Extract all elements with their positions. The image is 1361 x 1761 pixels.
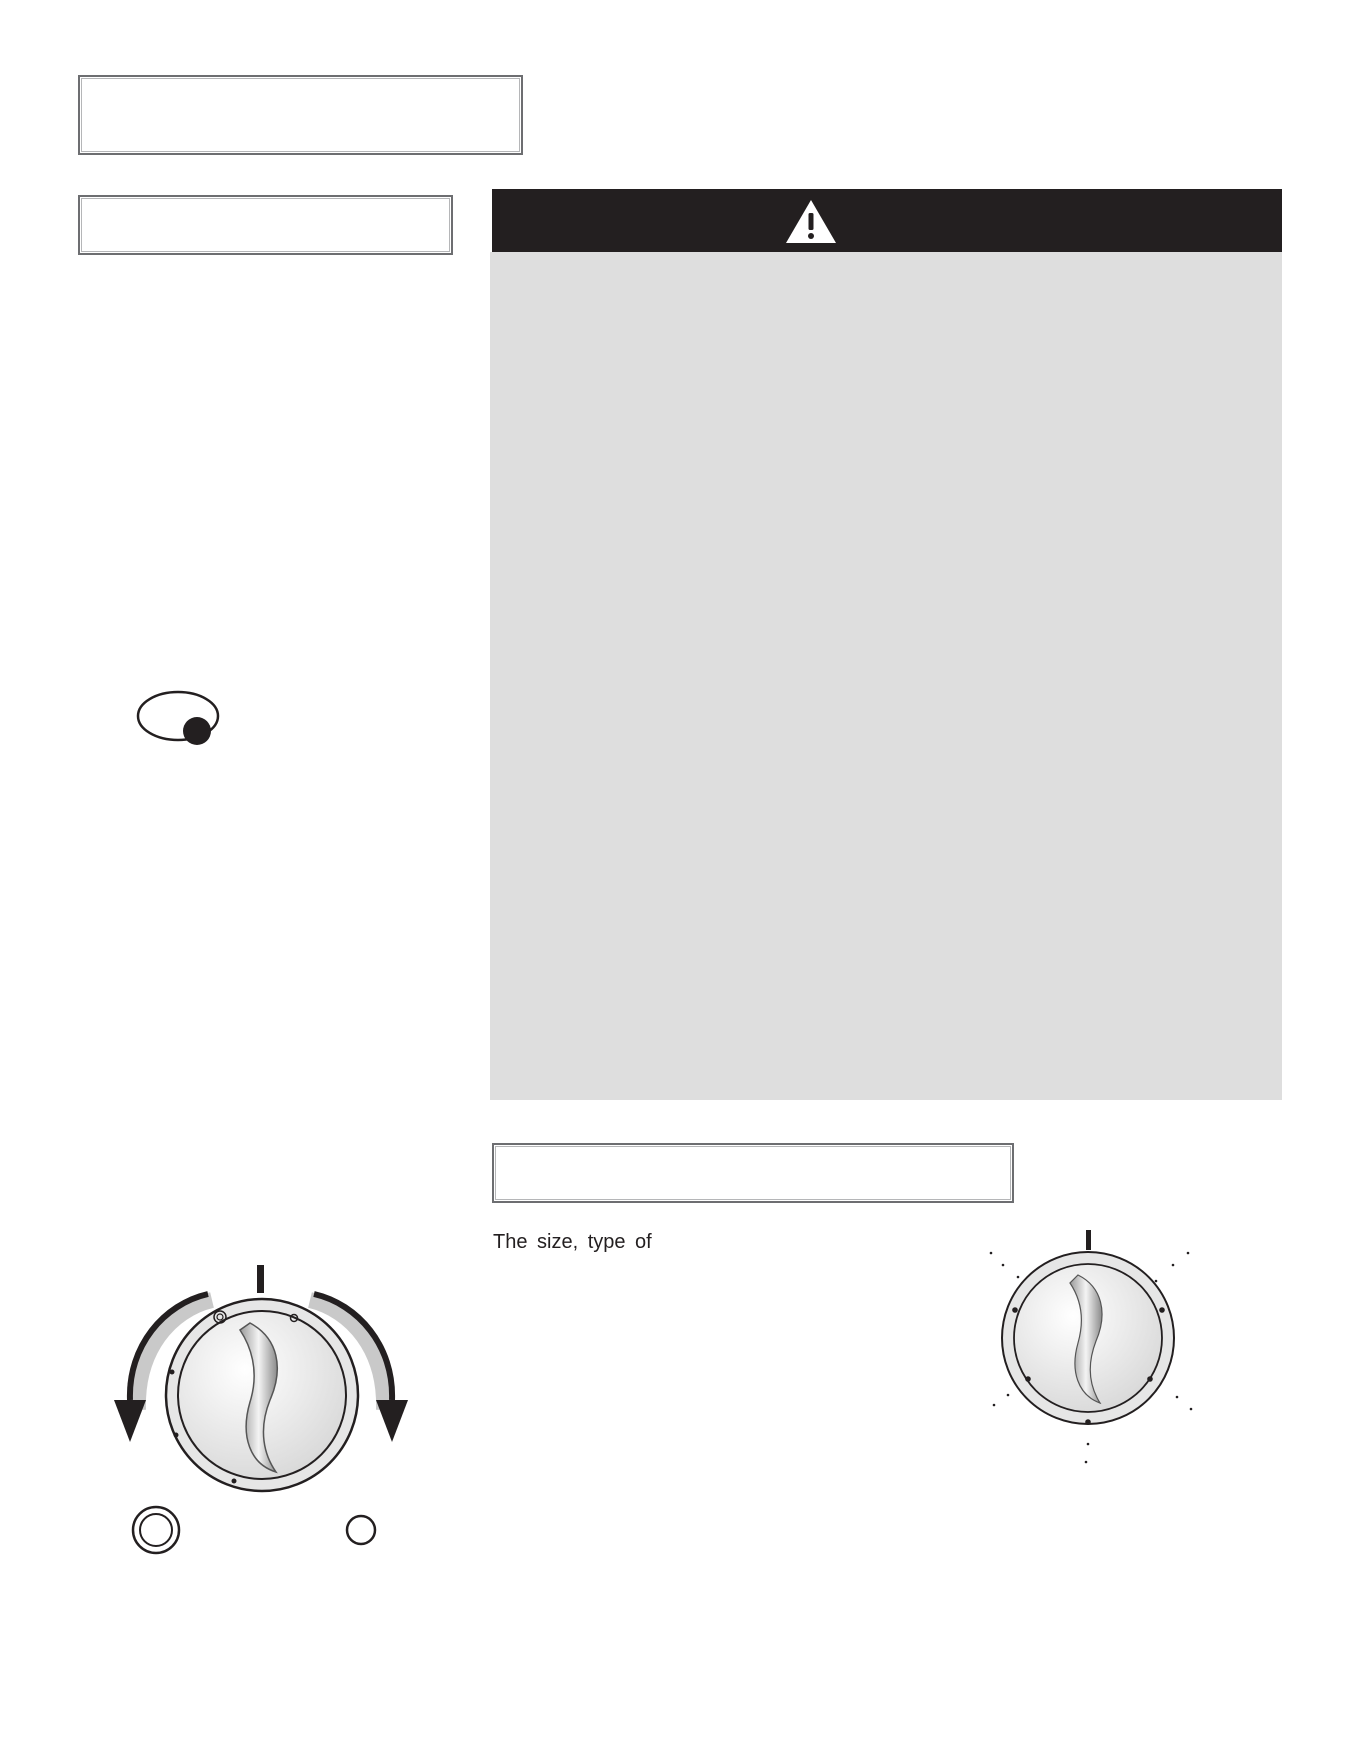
- body-text: The size, type of: [493, 1231, 652, 1253]
- warning-header-bar: [492, 189, 1282, 252]
- section-header-box-bottom: [492, 1143, 1014, 1203]
- warning-triangle-icon: [783, 197, 839, 246]
- section-header-box-left: [78, 195, 453, 255]
- dial-knob-icon: [100, 1250, 430, 1570]
- push-to-start-icon: [132, 686, 228, 750]
- title-box: [78, 75, 523, 155]
- warning-panel: [490, 252, 1282, 1100]
- dial-knob-icon: [970, 1225, 1210, 1470]
